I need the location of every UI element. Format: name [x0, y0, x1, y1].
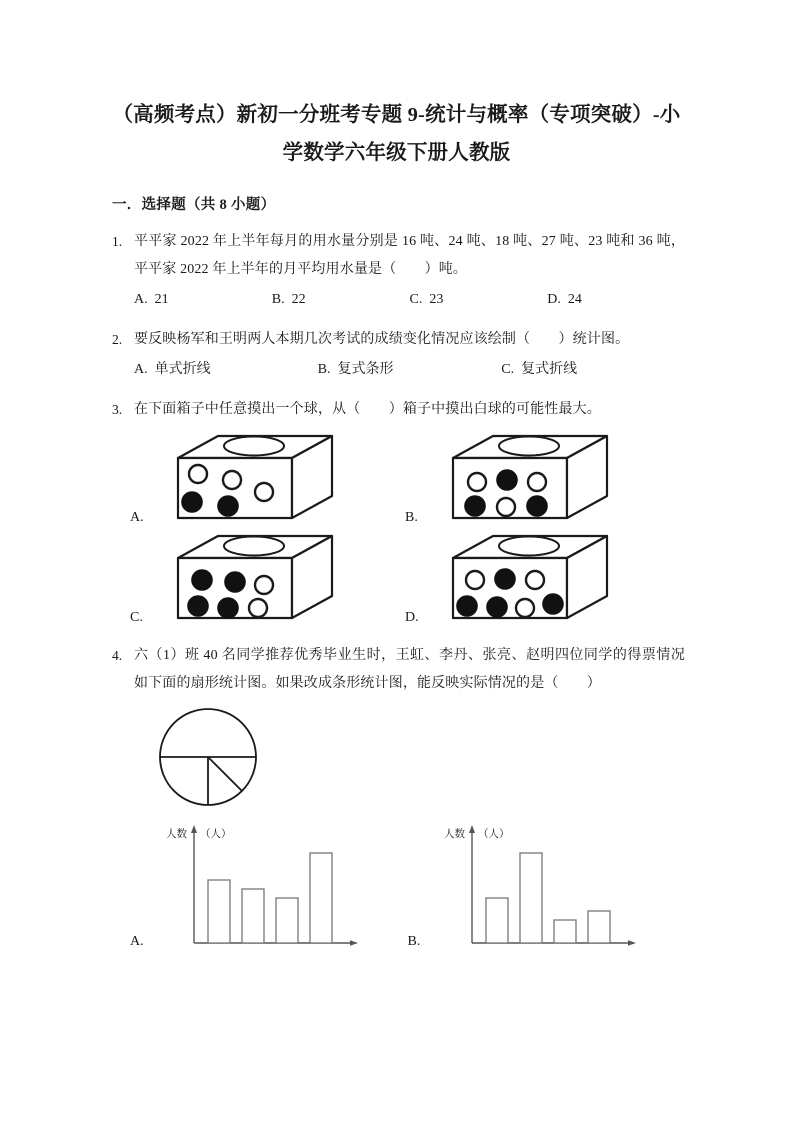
box-row-top — [130, 430, 685, 530]
question-2-text: 要反映杨军和王明两人本期几次考试的成绩变化情况应该绘制（ ）统计图。 — [134, 332, 630, 347]
question-1-option-c-value: 23 — [429, 292, 444, 307]
bar-chart-b-ylabel: 人数 — [443, 828, 465, 840]
question-3-option-c-label: C. — [130, 610, 143, 625]
pie-chart-icon — [150, 702, 272, 814]
question-3-text: 在下面箱子中任意摸出一个球，从（ ）箱子中摸出白球的可能性最大。 — [134, 402, 601, 417]
question-1-option-b-label: B. — [271, 292, 285, 307]
question-1-option-b[interactable] — [272, 286, 410, 314]
question-2-number: 2. — [112, 332, 123, 347]
question-1-number: 1. — [112, 234, 123, 249]
question-3-option-b-label: B. — [405, 510, 418, 525]
box-row-bottom — [130, 530, 685, 630]
question-1-option-a-label: A. — [134, 292, 148, 307]
question-3-option-d-label: D. — [405, 610, 419, 625]
question-2-option-a-value: 单式折线 — [154, 362, 211, 377]
svg-text:（人）: （人） — [200, 828, 232, 840]
section-heading: 一．选择题（共 8 小题） — [112, 197, 276, 213]
question-4-text: 六（1）班 40 名同学推荐优秀毕业生时，王虹、李丹、张亮、赵明四位同学的得票情况如下面的扇形统计图。如果改成条形统计图，能反映实际情况的是（ ） — [134, 648, 685, 691]
question-1-option-d-label: D. — [547, 292, 561, 307]
bar-chart-a-ylabel: 人数 — [166, 828, 187, 840]
question-3-box-options — [112, 430, 685, 630]
ball-box-c-icon — [156, 530, 361, 630]
question-3-option-a-label: A. — [130, 510, 144, 525]
question-2-option-c-label: C. — [501, 362, 515, 377]
question-2-option-b-value: 复式条形 — [337, 362, 394, 377]
question-3-number: 3. — [112, 402, 123, 417]
question-3-option-b[interactable] — [405, 430, 680, 530]
ball-box-a-icon — [156, 430, 361, 530]
question-1-option-d[interactable] — [547, 286, 685, 314]
question-1-options — [112, 286, 685, 314]
question-2-options — [112, 356, 685, 384]
question-1-text: 平平家 2022 年上半年每月的用水量分别是 16 吨、24 吨、18 吨、27 吨、23 吨和 36 吨，平平家 2022 年上半年的月平均用水量是（ ）吨。 — [134, 234, 685, 277]
question-2-option-b[interactable] — [318, 356, 502, 384]
ball-box-d-icon — [431, 530, 636, 630]
question-1 — [0, 228, 793, 314]
question-3 — [0, 396, 793, 630]
question-1-option-c-label: C. — [409, 292, 423, 307]
svg-text:（人）: （人） — [477, 828, 509, 840]
question-1-option-a-value: 21 — [154, 292, 169, 307]
question-3-option-d[interactable] — [405, 530, 680, 630]
question-4-option-a[interactable] — [130, 821, 408, 956]
question-1-option-d-value: 24 — [567, 292, 582, 307]
question-3-option-a[interactable] — [130, 430, 405, 530]
question-4-chart-options — [112, 821, 685, 956]
page-title: （高频考点）新初一分班考专题 9-统计与概率（专项突破）-小学数学六年级下册人教版 — [112, 104, 681, 164]
question-2 — [0, 326, 793, 384]
question-2-option-b-label: B. — [317, 362, 331, 377]
question-1-option-b-value: 22 — [291, 292, 306, 307]
question-4-option-b-label: B. — [407, 934, 421, 949]
pie-chart — [112, 702, 685, 819]
question-4-option-b[interactable] — [408, 821, 686, 956]
question-2-option-a-label: A. — [134, 362, 148, 377]
question-2-option-c-value: 复式折线 — [521, 362, 578, 377]
bar-chart-b-icon — [434, 821, 649, 956]
question-2-option-a[interactable] — [134, 356, 318, 384]
ball-box-b-icon — [431, 430, 636, 530]
question-1-option-c[interactable] — [410, 286, 548, 314]
question-4 — [0, 642, 793, 956]
question-4-number: 4. — [112, 648, 123, 663]
question-1-option-a[interactable] — [134, 286, 272, 314]
question-2-option-c[interactable] — [501, 356, 685, 384]
question-3-option-c[interactable] — [130, 530, 405, 630]
bar-chart-a-icon — [156, 821, 371, 956]
question-4-option-a-label: A. — [130, 934, 144, 949]
